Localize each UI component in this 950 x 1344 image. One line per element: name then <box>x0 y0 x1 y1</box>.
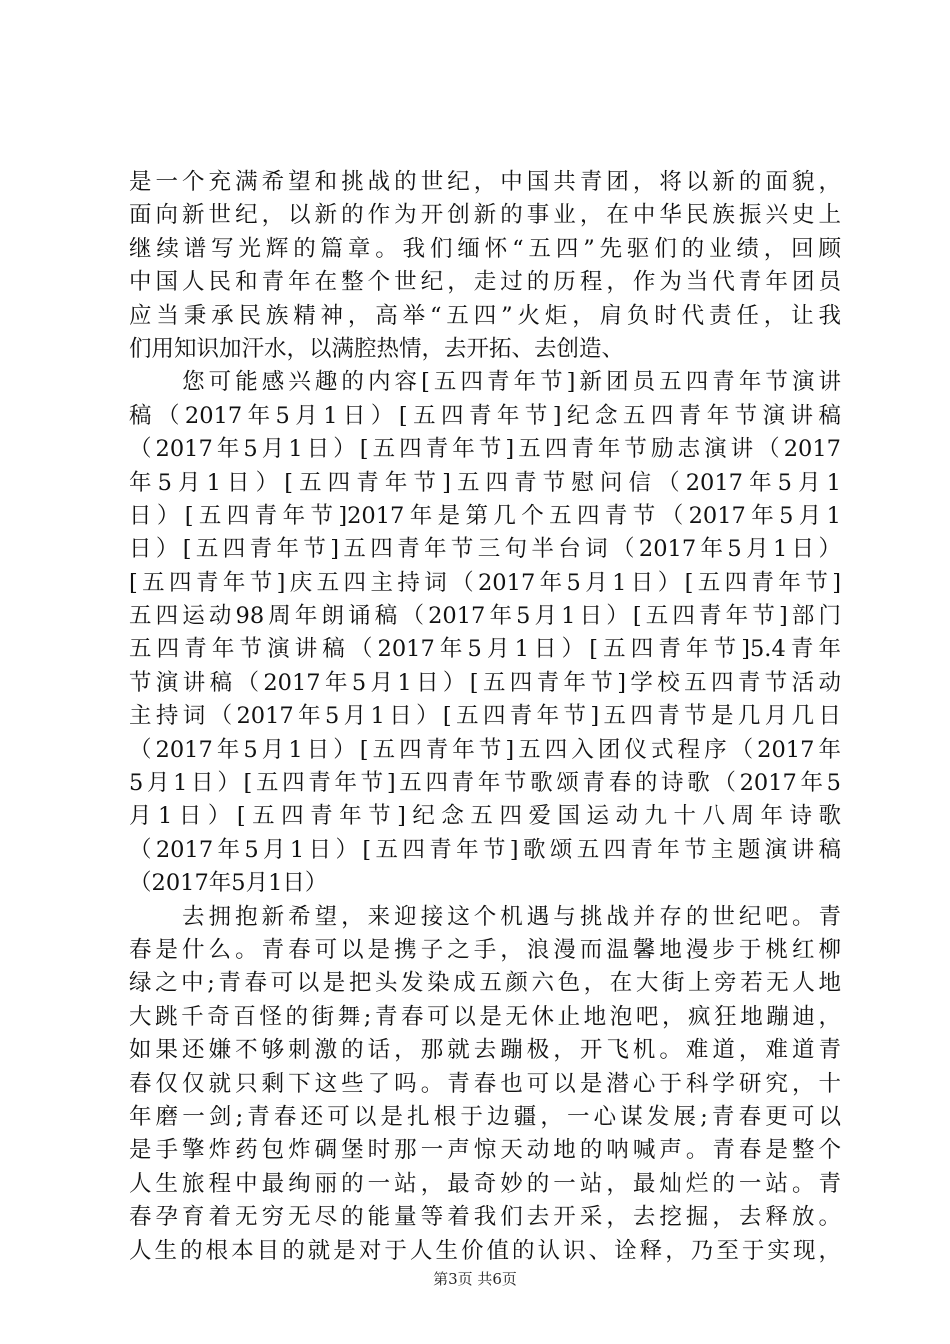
text-line: 日）[五四青年节]五四青年节三句半台词（2017年5月1日） <box>129 536 841 563</box>
text-line: 5月1日）[五四青年节]五四青年节歌颂青春的诗歌（2017年5 <box>129 770 841 797</box>
text-line: 日）[五四青年节]2017年是第几个五四青节（2017年5月1 <box>129 502 841 529</box>
text-line: （2017年5月1日）[五四青年节]歌颂五四青年节主题演讲稿 <box>129 836 841 863</box>
text-line: 主持词（2017年5月1日）[五四青年节]五四青节是几月几日 <box>129 703 841 730</box>
text-line: 人生的根本目的就是对于人生价值的认识、诠释，乃至于实现， <box>129 1237 841 1264</box>
text-line: 春是什么。青春可以是携子之手，浪漫而温馨地漫步于桃红柳 <box>129 936 841 963</box>
text-line: 五四运动98周年朗诵稿（2017年5月1日）[五四青年节]部门 <box>129 603 841 630</box>
text-line: 面向新世纪，以新的作为开创新的事业，在中华民族振兴史上 <box>129 202 841 229</box>
text-line: 绿之中;青春可以是把头发染成五颜六色，在大街上旁若无人地 <box>129 970 841 997</box>
text-line: 是一个充满希望和挑战的世纪，中国共青团，将以新的面貌， <box>129 169 841 195</box>
text-line: 大跳千奇百怪的街舞;青春可以是无休止地泡吧，疯狂地蹦迪， <box>129 1003 841 1030</box>
text-line: 年磨一剑;青春还可以是扎根于边疆，一心谋发展;青春更可以 <box>129 1103 841 1130</box>
text-line: 去拥抱新希望，来迎接这个机遇与挑战并存的世纪吧。青 <box>129 903 841 930</box>
text-line: 五四青年节演讲稿（2017年5月1日）[五四青年节]5.4青年 <box>129 636 841 663</box>
text-line: 继续谱写光辉的篇章。我们缅怀“五四”先驱们的业绩，回顾 <box>129 235 841 262</box>
text-line: 春孕育着无穷无尽的能量等着我们去开采，去挖掘，去释放。 <box>129 1204 841 1231</box>
text-line: 节演讲稿（2017年5月1日）[五四青年节]学校五四青节活动 <box>129 669 841 696</box>
text-line: （2017年5月1日）[五四青年节]五四青年节励志演讲（2017 <box>129 436 841 463</box>
text-line: 年5月1日）[五四青年节]五四青节慰问信（2017年5月1 <box>129 469 841 496</box>
text-line: [五四青年节]庆五四主持词（2017年5月1日）[五四青年节] <box>129 569 841 596</box>
text-line: 如果还嫌不够刺激的话，那就去蹦极，开飞机。难道，难道青 <box>129 1037 841 1064</box>
text-line: 您可能感兴趣的内容[五四青年节]新团员五四青年节演讲 <box>129 369 841 396</box>
text-line: 应当秉承民族精神，高举“五四”火炬，肩负时代责任，让我 <box>129 302 841 329</box>
text-line: 中国人民和青年在整个世纪，走过的历程，作为当代青年团员 <box>129 269 841 296</box>
body-text <box>129 166 841 1268</box>
text-line: 稿（2017年5月1日）[五四青年节]纪念五四青年节演讲稿 <box>129 402 841 429</box>
text-line: （2017年5月1日）[五四青年节]五四入团仪式程序（2017年 <box>129 736 841 763</box>
text-line: 人生旅程中最绚丽的一站，最奇妙的一站，最灿烂的一站。青 <box>129 1170 841 1197</box>
page-number-footer: 第3页 共6页 <box>433 1270 517 1288</box>
text-line: （2017年5月1日） <box>129 870 328 897</box>
text-line: 月1日）[五四青年节]纪念五四爱国运动九十八周年诗歌 <box>129 803 841 830</box>
text-line: 们用知识加汗水，以满腔热情，去开拓、去创造、 <box>129 335 625 362</box>
text-line: 春仅仅就只剩下这些了吗。青春也可以是潜心于科学研究，十 <box>129 1070 841 1097</box>
text-line: 是手擎炸药包炸碉堡时那一声惊天动地的呐喊声。青春是整个 <box>129 1137 841 1164</box>
